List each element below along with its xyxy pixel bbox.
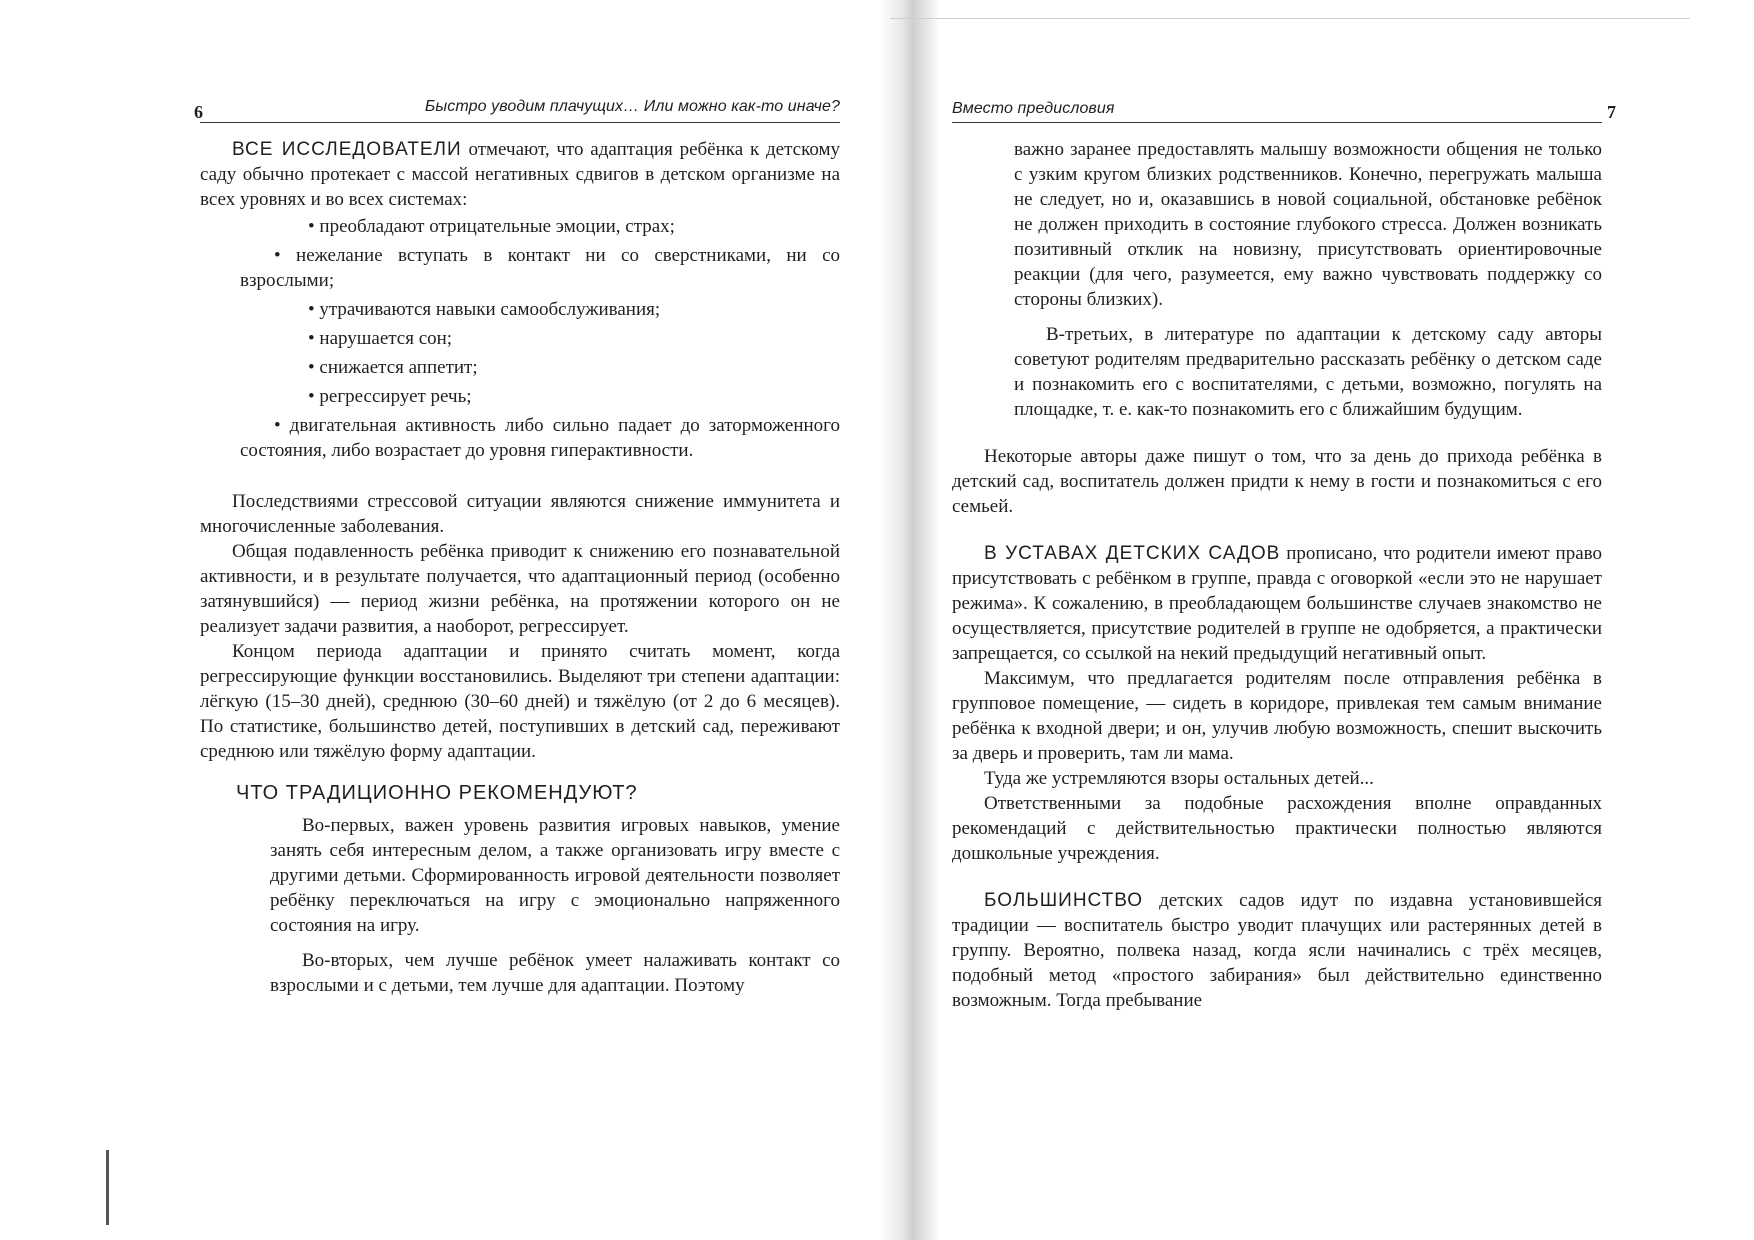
maximum-paragraph: Максимум, что предлагается родителям после отправления ребёнка в групповое помещение, — сидеть в коридоре, привлекая тем самым внимание ребёнка к входной двери; и он, улучив любую возможность, спешит выскочить за дверь и проверить, там ли мама. xyxy=(952,668,1602,764)
consequences-paragraph: Последствиями стрессовой ситуации являются снижение иммунитета и многочисленные заболевания. xyxy=(200,491,840,537)
intro-paragraph xyxy=(200,137,840,212)
other-children-paragraph: Туда же устремляются взоры остальных детей... xyxy=(984,768,1374,789)
page-edge-line xyxy=(890,18,1690,19)
list-item: • двигательная активность либо сильно падает до заторможенного состояния, либо возрастает до уровня гиперактивности. xyxy=(240,415,840,461)
left-running-title: Быстро уводим плачущих… Или можно как-то иначе? xyxy=(424,98,840,115)
left-page-number: 6 xyxy=(194,102,203,122)
page-edge-mark xyxy=(106,1150,109,1225)
majority-paragraph xyxy=(952,888,1602,1013)
list-item: • преобладают отрицательные эмоции, страх; xyxy=(308,216,675,237)
left-running-header xyxy=(194,96,840,123)
list-item: • регрессирует речь; xyxy=(308,386,472,407)
list-item: • нарушается сон; xyxy=(308,328,453,349)
intro-text: отмечают, что адаптация ребёнка к детскому саду обычно протекает с массой негативных сдвигов в детском организме на всех уровнях и во всех системах: xyxy=(200,139,840,210)
majority-lead: БОЛЬШИНСТВО xyxy=(984,890,1144,911)
book-gutter xyxy=(880,0,940,1240)
majority-text: детских садов идут по издавна установившейся традиции — воспитатель быстро уводит плачущих или растерянных детей в группу. Вероятно, полвека назад, когда ясли начинались с трёх месяцев, подобный метод «простого забирания» был действительно единственно возможным. Тогда пребывание xyxy=(952,890,1602,1011)
second-recommendation-paragraph: Во-вторых, чем лучше ребёнок умеет налаживать контакт со взрослыми и с детьми, тем лучше для адаптации. Поэтому xyxy=(270,950,840,996)
first-recommendation-paragraph: Во-первых, важен уровень развития игровых навыков, умение занять себя интересным делом, а также организовать игру вместе с другими детьми. Сформированность игровой деятельности позволяет ребёнку переключаться на игру с эмоционально напряженного состояния на игру. xyxy=(270,815,840,936)
list-item: • снижается аппетит; xyxy=(308,357,478,378)
list-item: • утрачиваются навыки самообслуживания; xyxy=(308,299,661,320)
symptom-list xyxy=(200,214,840,463)
third-recommendation-paragraph: В-третьих, в литературе по адаптации к детскому саду авторы советуют родителям предварительно рассказать ребёнку о детском саде и познакомить его с воспитателями, с детьми, возможно, погулять на площадке, т. е. как-то познакомить его с ближайшим будущим. xyxy=(1014,324,1602,420)
depression-paragraph: Общая подавленность ребёнка приводит к снижению его познавательной активности, и в результате получается, что адаптационный период (особенно затянувшийся) — период жизни ребёнка, на протяжении которого он не реализует задачи развития, а наоборот, регрессирует. xyxy=(200,541,840,637)
right-page-number: 7 xyxy=(1607,102,1616,122)
some-authors-paragraph: Некоторые авторы даже пишут о том, что за день до прихода ребёнка в детский сад, воспитатель должен придти к нему в гости и познакомиться с его семьей. xyxy=(952,446,1602,517)
right-running-title: Вместо предисловия xyxy=(952,100,1115,117)
section-heading: ЧТО ТРАДИЦИОННО РЕКОМЕНДУЮТ? xyxy=(236,782,638,804)
right-page xyxy=(952,96,1616,1216)
charter-text: прописано, что родители имеют право присутствовать с ребёнком в группе, правда с оговоркой «если это не нарушает режима». К сожалению, в преобладающем большинстве случаев знакомство не осуществляется, присутствие родителей в группе не одобряется, а практически запрещается, со ссылкой на некий предыдущий негативный опыт. xyxy=(952,543,1602,664)
charter-paragraph xyxy=(952,541,1602,666)
charter-lead: В УСТАВАХ ДЕТСКИХ САДОВ xyxy=(984,543,1281,564)
continuation-paragraph: важно заранее предоставлять малышу возможности общения не только с узким кругом близких родственников. Конечно, перегружать малыша не следует, но и, оказавшись в новой социальной, обстановке ребёнок не должен приходить в состояние глубокого стресса. Должен возникать позитивный отклик на новизну, присутствовать ориентировочные реакции (для чего, разумеется, ему важно чувствовать поддержку со стороны близких). xyxy=(1014,139,1602,310)
adaptation-end-paragraph: Концом периода адаптации и принято считать момент, когда регрессирующие функции восстановились. Выделяют три степени адаптации: лёгкую (15–30 дней), среднюю (30–60 дней) и тяжёлую (от 2 до 6 месяцев). По статистике, большинство детей, поступивших в детский сад, переживают среднюю или тяжёлую форму адаптации. xyxy=(200,641,840,762)
list-item: • нежелание вступать в контакт ни со сверстниками, ни со взрослыми; xyxy=(240,245,840,291)
intro-lead: ВСЕ ИССЛЕДОВАТЕЛИ xyxy=(232,139,462,160)
responsibility-paragraph: Ответственными за подобные расхождения вполне оправданных рекомендаций с действительностью практически полностью являются дошкольные учреждения. xyxy=(952,793,1602,864)
right-running-header xyxy=(952,96,1616,123)
left-page xyxy=(194,96,840,1216)
